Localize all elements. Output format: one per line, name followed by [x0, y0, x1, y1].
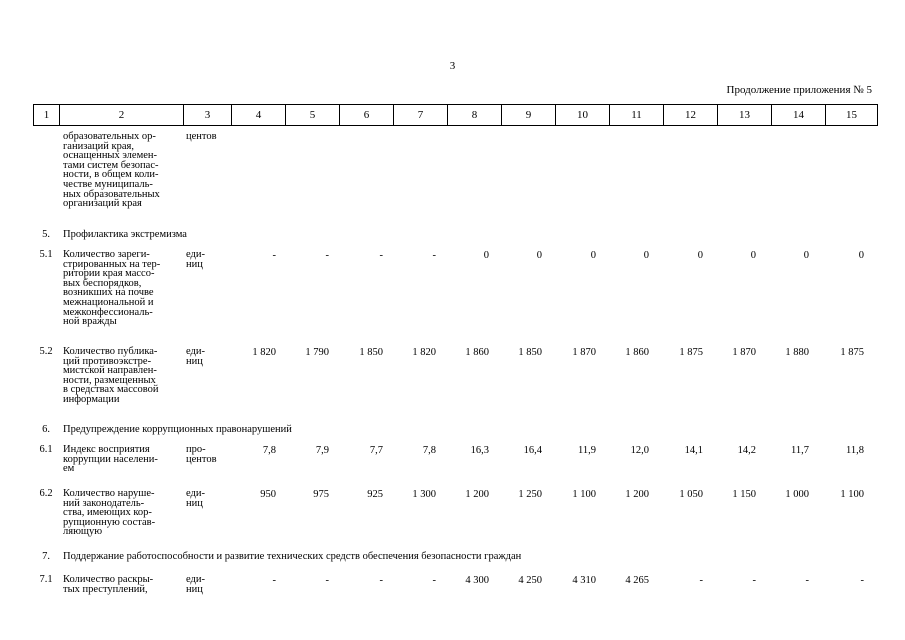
unit-of-measure	[186, 575, 231, 594]
indicator-name-line: организаций края	[63, 198, 142, 210]
value-cell: -	[272, 575, 276, 586]
indicator-name-line: Индекс восприятия	[63, 444, 150, 455]
indicator-name	[63, 347, 183, 405]
value-cell: 1 100	[840, 489, 864, 500]
section-title: Поддержание работоспособности и развитие технических средств обеспечения безопасности граждан	[63, 551, 522, 562]
header-cell: 1	[34, 105, 60, 126]
indicator-name-line: Количество раскры-	[63, 574, 154, 585]
value-cell: -	[379, 250, 383, 261]
indicator-name-line: информации	[63, 393, 120, 405]
indicator-name-line: межнациональной и	[63, 296, 154, 308]
unit-line: ниц	[186, 497, 203, 509]
indicator-name-line: стрированных на тер-	[63, 258, 161, 270]
value-cell: 14,2	[737, 445, 756, 456]
header-cell: 11	[610, 105, 664, 126]
value-cell: -	[860, 575, 864, 586]
header-cell: 14	[772, 105, 826, 126]
value-cell: 4 310	[572, 575, 596, 586]
indicator-name-line: ной вражды	[63, 316, 117, 328]
value-cell: -	[432, 575, 436, 586]
indicator-name-line: образовательных ор-	[63, 131, 156, 142]
indicator-name-line: Количество публика-	[63, 346, 158, 357]
unit-line: ниц	[186, 355, 203, 367]
value-cell: 1 820	[252, 347, 276, 358]
indicator-name-line: Количество зареги-	[63, 249, 150, 260]
header-cell: 5	[286, 105, 340, 126]
value-cell: 4 300	[465, 575, 489, 586]
unit-line: ниц	[186, 583, 203, 595]
indicator-name	[63, 132, 183, 209]
value-cell: 1 050	[679, 489, 703, 500]
header-cell: 13	[718, 105, 772, 126]
value-cell: 0	[858, 250, 864, 261]
indicator-name	[63, 445, 183, 474]
value-cell: 7,9	[315, 445, 329, 456]
indicator-name-line: ности, размещенных	[63, 374, 156, 386]
value-cell: 1 820	[412, 347, 436, 358]
unit-line: еди-	[186, 249, 205, 260]
unit-line: про-	[186, 444, 206, 455]
value-cell: -	[325, 250, 329, 261]
value-cell: 11,9	[578, 445, 596, 456]
indicator-name-line: межконфессиональ-	[63, 306, 153, 318]
value-cell: -	[699, 575, 703, 586]
unit-line: центов	[186, 131, 217, 142]
section-number: 5.	[42, 229, 50, 240]
value-cell: 1 150	[732, 489, 756, 500]
indicator-name-line: ций противоэкстре-	[63, 355, 152, 367]
indicator-name-line: в средствах массовой	[63, 384, 159, 396]
value-cell: 11,8	[846, 445, 864, 456]
value-cell: -	[272, 250, 276, 261]
indicator-name-line: честве муниципаль-	[63, 178, 153, 190]
value-cell: 1 850	[359, 347, 383, 358]
unit-of-measure	[186, 489, 231, 508]
value-cell: 1 300	[412, 489, 436, 500]
value-cell: 0	[697, 250, 703, 261]
value-cell: 1 000	[785, 489, 809, 500]
header-cell: 8	[448, 105, 502, 126]
continuation-label: Продолжение приложения № 5	[726, 84, 872, 96]
header-cell: 2	[60, 105, 184, 126]
row-number: 6.1	[39, 444, 53, 455]
unit-line: еди-	[186, 346, 205, 357]
row-number: 5.1	[39, 249, 53, 260]
unit-line: еди-	[186, 574, 205, 585]
indicator-name-line: ритории края массо-	[63, 268, 155, 280]
indicator-name-line: ляющую	[63, 526, 103, 538]
unit-of-measure	[186, 250, 231, 269]
value-cell: 0	[750, 250, 756, 261]
value-cell: 1 790	[305, 347, 329, 358]
value-cell: 1 100	[572, 489, 596, 500]
value-cell: 14,1	[684, 445, 703, 456]
indicator-name-line: ем	[63, 463, 75, 475]
value-cell: 0	[536, 250, 542, 261]
indicator-name-line: тых преступлений,	[63, 583, 148, 595]
indicator-name-line: возникших на почве	[63, 287, 154, 299]
value-cell: 1 200	[465, 489, 489, 500]
value-cell: 925	[367, 489, 383, 500]
indicator-name	[63, 575, 183, 594]
indicator-name-line: ных образовательных	[63, 188, 160, 200]
value-cell: 1 860	[465, 347, 489, 358]
value-cell: 0	[803, 250, 809, 261]
value-cell: -	[805, 575, 809, 586]
indicator-name-line: ний законодатель-	[63, 497, 145, 509]
indicator-name-line: мистской направлен-	[63, 365, 157, 377]
header-cell: 3	[184, 105, 232, 126]
section-title: Профилактика экстремизма	[63, 229, 187, 240]
indicator-name-line: ганизаций края,	[63, 140, 134, 152]
indicator-name-line: ности, в общем коли-	[63, 169, 159, 181]
unit-of-measure	[186, 132, 231, 142]
value-cell: -	[752, 575, 756, 586]
indicator-name-line: вых беспорядков,	[63, 277, 142, 289]
value-cell: 7,8	[262, 445, 276, 456]
row-number: 5.2	[39, 346, 53, 357]
row-number: 6.2	[39, 488, 53, 499]
value-cell: 4 265	[625, 575, 649, 586]
indicator-name-line: оснащенных элемен-	[63, 150, 158, 162]
header-cell: 6	[340, 105, 394, 126]
value-cell: 16,3	[470, 445, 489, 456]
indicator-name-line: тами систем безопас-	[63, 159, 159, 171]
header-cell: 7	[394, 105, 448, 126]
value-cell: 4 250	[518, 575, 542, 586]
value-cell: 0	[483, 250, 489, 261]
value-cell: 16,4	[523, 445, 542, 456]
value-cell: 1 860	[625, 347, 649, 358]
value-cell: 1 880	[785, 347, 809, 358]
header-cell: 12	[664, 105, 718, 126]
value-cell: 12,0	[630, 445, 649, 456]
indicator-name-line: ства, имеющих кор-	[63, 507, 152, 519]
unit-of-measure	[186, 347, 231, 366]
header-cell: 15	[826, 105, 878, 126]
value-cell: 1 250	[518, 489, 542, 500]
header-cell: 9	[502, 105, 556, 126]
value-cell: 1 850	[518, 347, 542, 358]
value-cell: 7,8	[422, 445, 436, 456]
value-cell: 1 870	[732, 347, 756, 358]
indicator-name-line: рупционную состав-	[63, 516, 156, 528]
value-cell: 950	[260, 489, 276, 500]
value-cell: -	[325, 575, 329, 586]
section-number: 6.	[42, 424, 50, 435]
value-cell: -	[432, 250, 436, 261]
indicator-name	[63, 489, 183, 537]
value-cell: 975	[313, 489, 329, 500]
value-cell: 1 875	[679, 347, 703, 358]
value-cell: 11,7	[791, 445, 809, 456]
row-number: 7.1	[39, 574, 53, 585]
section-title: Предупреждение коррупционных правонарушений	[63, 424, 292, 435]
value-cell: 0	[590, 250, 596, 261]
unit-line: еди-	[186, 488, 205, 499]
unit-line: ниц	[186, 258, 203, 270]
indicator-name-line: Количество наруше-	[63, 488, 155, 499]
indicator-name-line: коррупции населени-	[63, 453, 158, 465]
header-cell: 10	[556, 105, 610, 126]
column-number-header	[33, 104, 878, 126]
value-cell: -	[379, 575, 383, 586]
value-cell: 1 875	[840, 347, 864, 358]
unit-line: центов	[186, 453, 217, 465]
indicator-name	[63, 250, 183, 327]
header-cell: 4	[232, 105, 286, 126]
section-number: 7.	[42, 551, 50, 562]
page-number: 3	[449, 60, 456, 72]
value-cell: 1 870	[572, 347, 596, 358]
unit-of-measure	[186, 445, 231, 464]
value-cell: 0	[643, 250, 649, 261]
value-cell: 1 200	[625, 489, 649, 500]
value-cell: 7,7	[369, 445, 383, 456]
